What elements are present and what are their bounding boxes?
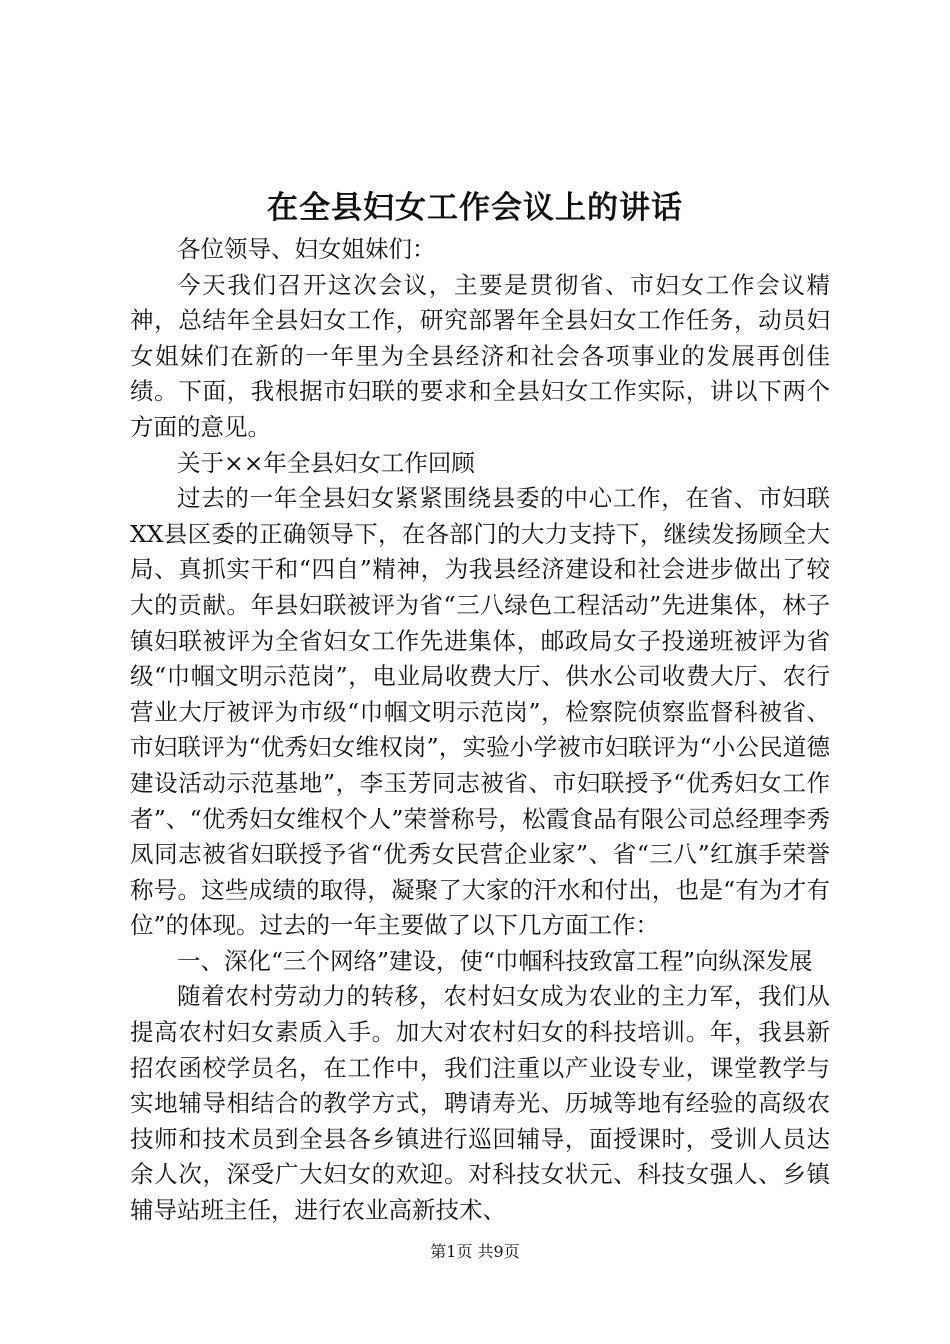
review-paragraph: 过去的一年全县妇女紧紧围绕县委的中心工作，在省、市妇联XX县区委的正确领导下，在各部门的大力支持下，继续发扬顾全大局、真抓实干和“四自”精神，为我县经济建设和社会进步做出了较大的贡献。年县妇联被评为省“三八绿色工程活动”先进集体，林子镇妇联被评为全省妇女工作先进集体，邮政局女子投递班被评为省级“巾帼文明示范岗”，电业局收费大厅、供水公司收费大厅、农行营业大厅被评为市级“巾帼文明示范岗”，检察院侦察监督科被省、市妇联评为“优秀妇女维权岗”，实验小学被市妇联评为“小公民道德建设活动示范基地”，李玉芳同志被省、市妇联授予“优秀妇女工作者”、“优秀妇女维权个人”荣誉称号，松霞食品有限公司总经理李秀凤同志被省妇联授予省“优秀女民营企业家”、省“三八”红旗手荣誉称号。这些成绩的取得，凝聚了大家的汗水和付出，也是“有为才有位”的体现。过去的一年主要做了以下几方面工作： <box>130 484 830 940</box>
intro-paragraph: 今天我们召开这次会议，主要是贯彻省、市妇女工作会议精神，总结年全县妇女工作，研究部署年全县妇女工作任务，动员妇女姐妹们在新的一年里为全县经济和社会各项事业的发展再创佳绩。下面，我根据市妇联的要求和全县妇女工作实际，讲以下两个方面的意见。 <box>130 270 830 441</box>
section-heading: 关于××年全县妇女工作回顾 <box>177 448 475 477</box>
salutation-paragraph: 各位领导、妇女姐妹们： <box>177 235 436 263</box>
subsection-heading: 一、深化“三个网络”建设，使“巾帼科技致富工程”向纵深发展 <box>177 946 813 975</box>
document-title: 在全县妇女工作会议上的讲话 <box>267 190 683 226</box>
page-number-footer: 第1页 共9页 <box>430 1242 520 1261</box>
training-paragraph: 随着农村劳动力的转移，农村妇女成为农业的主力军，我们从提高农村妇女素质入手。加大对农村妇女的科技培训。年，我县新招农函校学员名，在工作中，我们注重以产业设专业，课堂教学与实地辅导相结合的教学方式，聘请寿光、历城等地有经验的高级农技师和技术员到全县各乡镇进行巡回辅导，面授课时，受训人员达余人次，深受广大妇女的欢迎。对科技女状元、科技女强人、乡镇辅导站班主任，进行农业高新技术、 <box>130 982 830 1225</box>
document-body <box>130 232 830 1229</box>
